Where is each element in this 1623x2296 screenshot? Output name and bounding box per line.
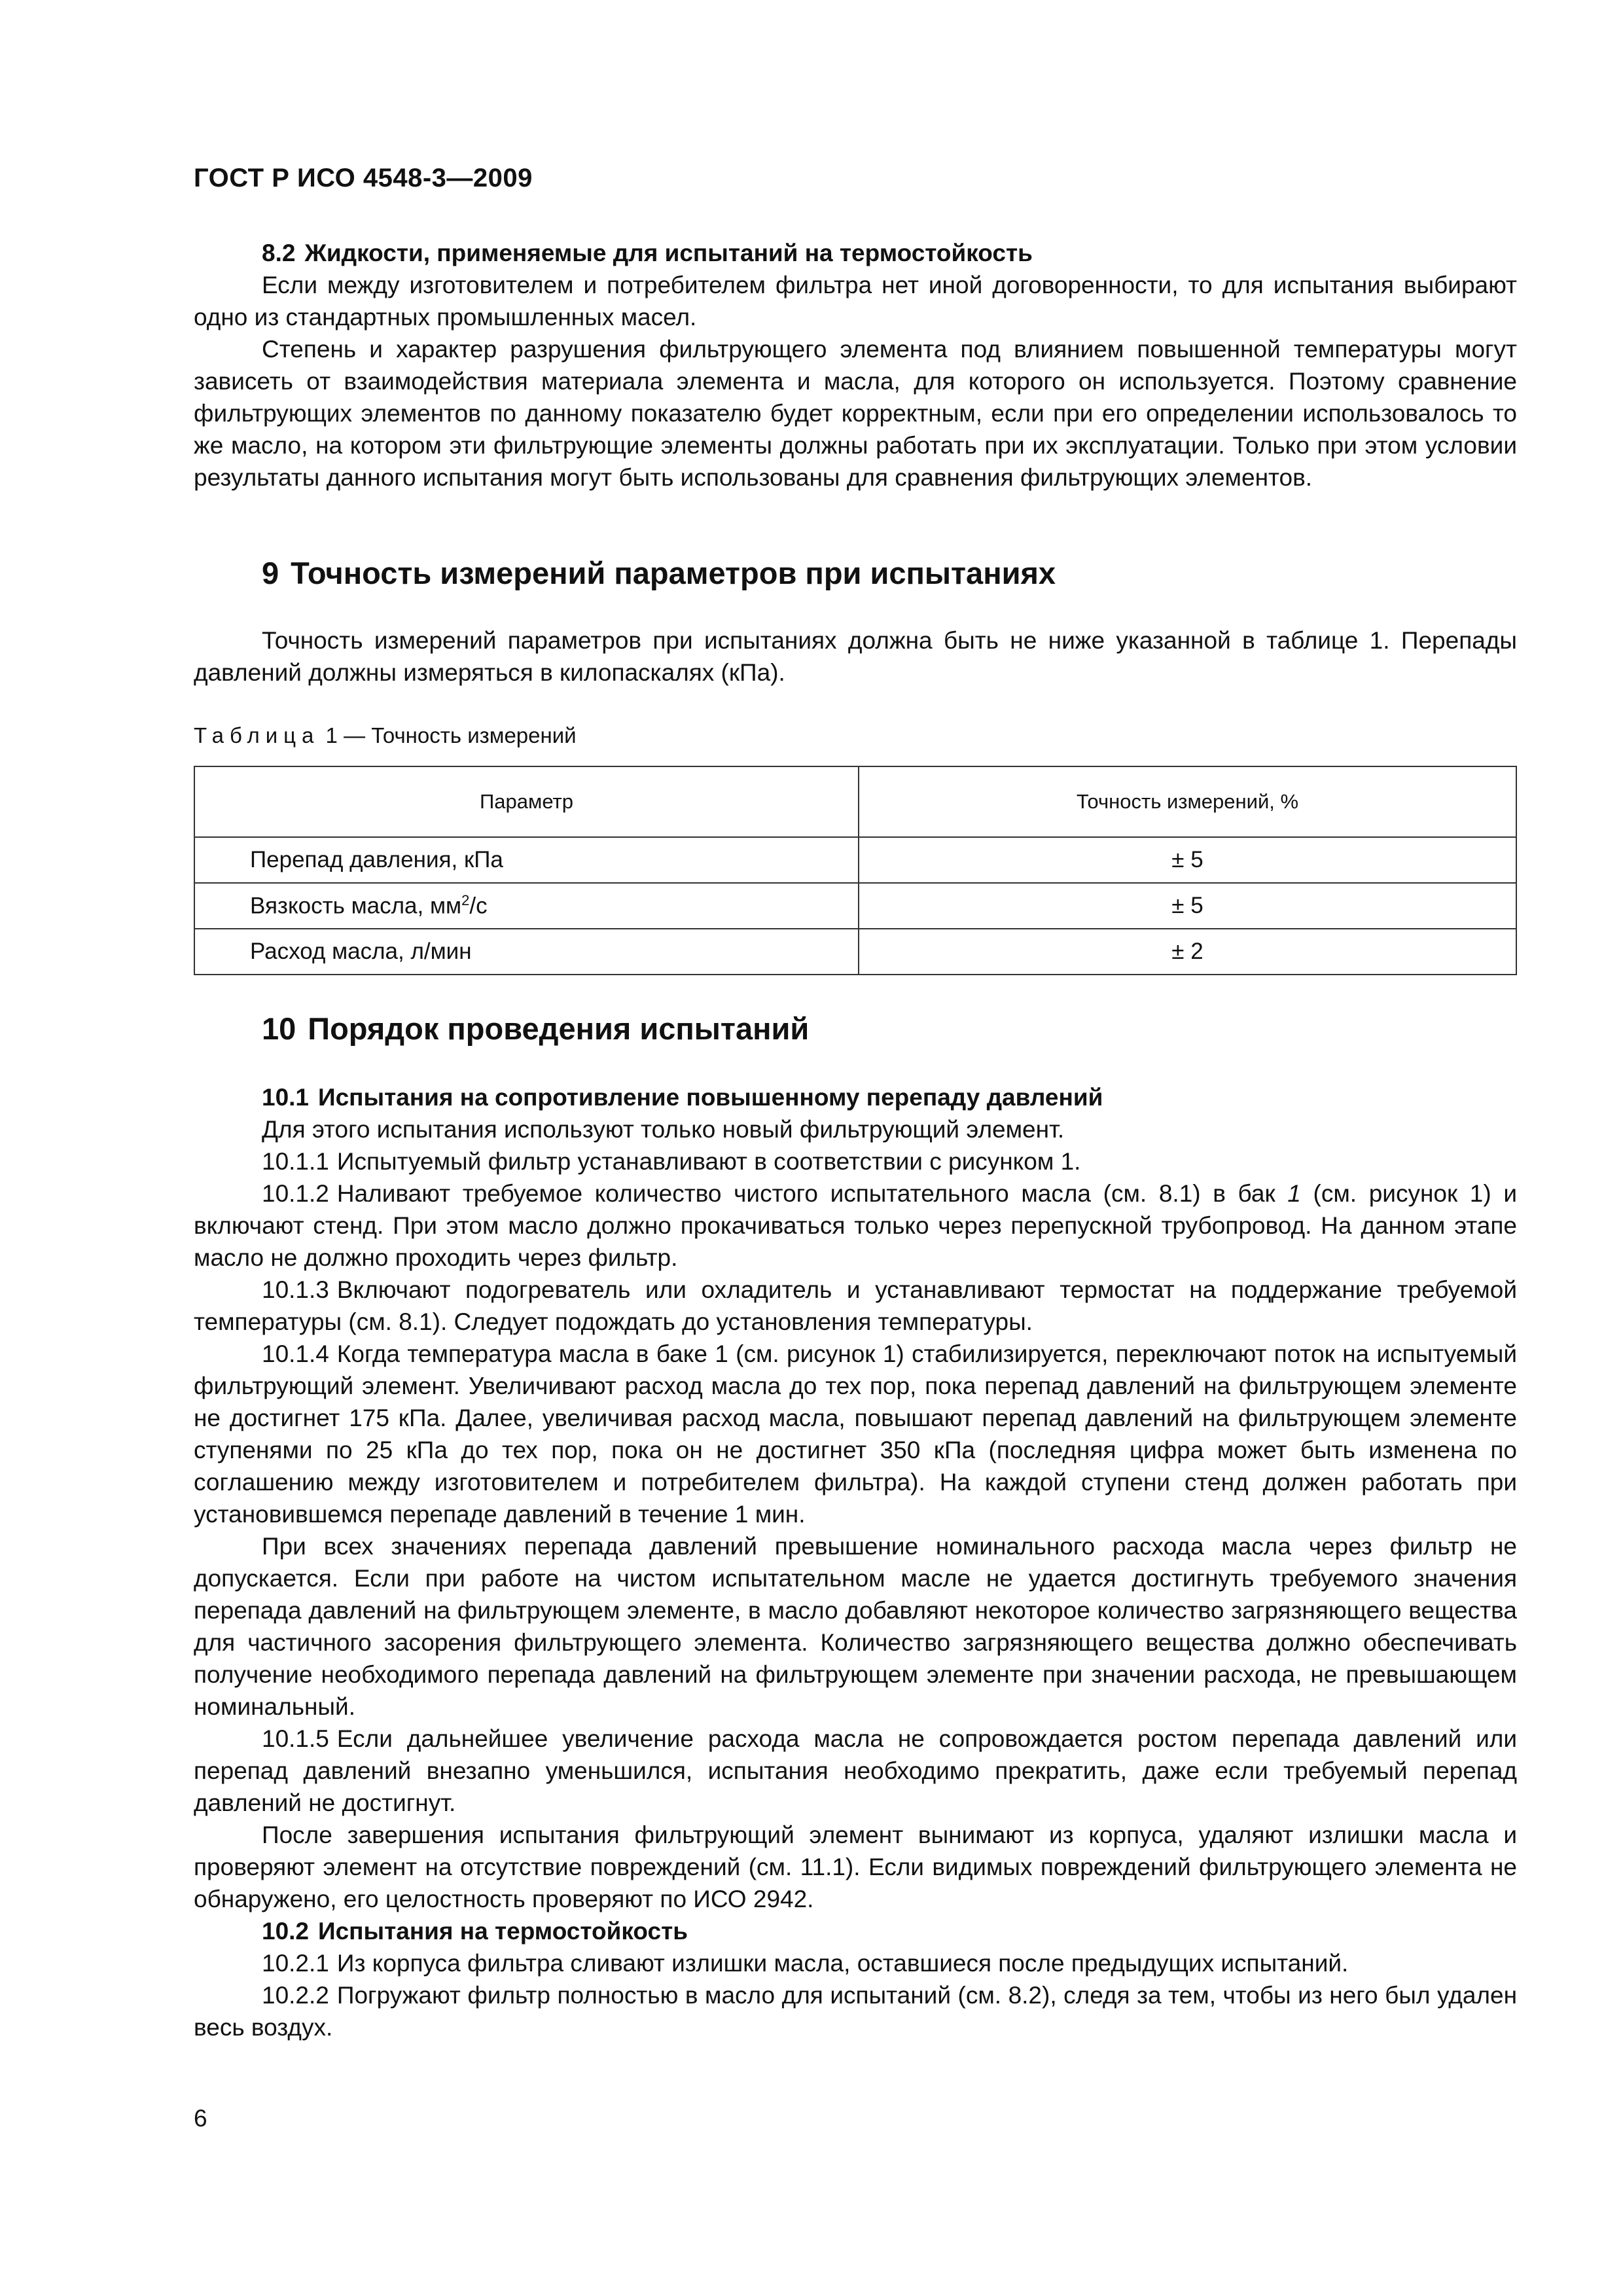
clause-10-1-1 (194, 1145, 1517, 1177)
clause-10-1-4 (194, 1338, 1517, 1530)
clause-number: 10.1.1 (262, 1148, 329, 1175)
clause-text: Испытуемый фильтр устанавливают в соответствии с рисунком 1. (336, 1148, 1081, 1175)
superscript: 2 (461, 892, 470, 909)
page-number: 6 (194, 2105, 207, 2132)
section-number: 9 (262, 556, 279, 590)
table-row (194, 883, 1516, 929)
subsection-heading-10-2 (194, 1915, 1517, 1947)
paragraph: Если между изготовителем и потребителем фильтра нет иной договоренности, то для испытания выбирают одно из стандартных промышленных масел. (194, 272, 1517, 331)
cell-parameter: Расход масла, л/мин (194, 929, 859, 975)
clause-10-1-5 (194, 1723, 1517, 1819)
clause-number: 10.2.2 (262, 1982, 329, 2009)
clause-text: Когда температура масла в баке 1 (см. рисунок 1) стабилизируется, переключают поток на испытуемый фильтрующий элемент. Увеличивают расход масла до тех пор, пока перепад давлений на фильтрующем элементе не достигнет 175 кПа. Далее, увеличивая расход масла, повышают перепад давлений на фильтрующем элементе ступенями по 25 кПа до тех пор, пока он не достигнет 350 кПа (последняя цифра может быть изменена по соглашению между изготовителем и потребителем фильтра). На каждой ступени стенд должен работать при установившемся перепаде давлений в течение 1 мин. (194, 1340, 1517, 1528)
cell-parameter-text: Вязкость масла, мм (250, 893, 462, 919)
paragraph: После завершения испытания фильтрующий элемент вынимают из корпуса, удаляют излишки масла и проверяют элемент на отсутствие повреждений (см. 11.1). Если видимых повреждений фильтрующего элемента не обнаружено, его целостность проверяют по ИСО 2942. (194, 1821, 1517, 1912)
section-8-2 (194, 237, 1517, 493)
column-header-parameter: Параметр (194, 766, 859, 837)
clause-text: Включают подогреватель или охладитель и устанавливают термостат на поддержание требуемой температуры (см. 8.1). Следует подождать до установления температуры. (194, 1276, 1517, 1335)
section-heading-9 (194, 554, 1056, 593)
tank-reference-number: 1 (1287, 1180, 1301, 1207)
table-caption-label: Таблица (194, 723, 320, 747)
cell-parameter (194, 883, 859, 929)
clause-10-2-2 (194, 1979, 1517, 2043)
section-title: Порядок проведения испытаний (308, 1011, 810, 1046)
table-header-row (194, 766, 1516, 837)
table-row (194, 837, 1516, 883)
clause-text: Погружают фильтр полностью в масло для испытаний (см. 8.2), следя за тем, чтобы из него был удален весь воздух. (194, 1982, 1517, 2041)
paragraph: Точность измерений параметров при испытаниях должна быть не ниже указанной в таблице 1. Перепады давлений должны измеряться в килопаскалях (кПа). (194, 627, 1517, 686)
subsection-number: 10.2 (262, 1918, 310, 1945)
clause-10-1-2 (194, 1177, 1517, 1274)
clause-number: 10.1.5 (262, 1725, 329, 1752)
subsection-number: 10.1 (262, 1084, 310, 1111)
column-header-accuracy: Точность измерений, % (859, 766, 1516, 837)
subsection-title: Испытания на сопротивление повышенному перепаду давлений (318, 1084, 1103, 1111)
paragraph: Степень и характер разрушения фильтрующего элемента под влиянием повышенной температуры могут зависеть от взаимодействия материала элемента и масла, для которого он используется. Поэтому сравнение фильтрующих элементов по данному показателю будет корректным, если при его определении использовалось то же масло, на котором эти фильтрующие элементы должны работать при их эксплуатации. Только при этом условии результаты данного испытания могут быть использованы для сравнения фильтрующих элементов. (194, 336, 1517, 491)
section-9-body (194, 624, 1517, 689)
clause-text: Наливают требуемое количество чистого испытательного масла (см. 8.1) в бак (336, 1180, 1288, 1207)
subsection-heading-8-2 (194, 237, 1517, 269)
cell-accuracy: ± 5 (859, 883, 1516, 929)
document-code-header: ГОСТ Р ИСО 4548-3—2009 (194, 164, 533, 192)
paragraph: При всех значениях перепада давлений превышение номинального расхода масла через фильтр не допускается. Если при работе на чистом испытательном масле не удается достигнуть требуемого значения перепада давлений на фильтрующем элементе, в масло добавляют некоторое количество загрязняющего вещества для частичного засорения фильтрующего элемента. Количество загрязняющего вещества должно обеспечивать получение необходимого перепада давлений на фильтрующем элементе при значении расхода, не превышающем номинальный. (194, 1533, 1517, 1720)
section-heading-10 (194, 1009, 809, 1049)
clause-text: Если дальнейшее увеличение расхода масла не сопровождается ростом перепада давлений или перепад давлений внезапно уменьшился, испытания необходимо прекратить, даже если требуемый перепад давлений не достигнут. (194, 1725, 1517, 1816)
clause-number: 10.1.2 (262, 1180, 329, 1207)
clause-number: 10.1.4 (262, 1340, 329, 1367)
clause-10-2-1 (194, 1947, 1517, 1979)
section-10-body (194, 1081, 1517, 2043)
paragraph: Для этого испытания используют только новый фильтрующий элемент. (262, 1116, 1065, 1143)
cell-accuracy: ± 2 (859, 929, 1516, 975)
subsection-title: Жидкости, применяемые для испытаний на термостойкость (304, 240, 1033, 266)
cell-parameter-unit: /с (469, 893, 488, 919)
clause-number: 10.2.1 (262, 1950, 329, 1977)
cell-parameter: Перепад давления, кПа (194, 837, 859, 883)
clause-text-continued: (см. рисунок 1) и включают стенд. При этом масло должно прокачиваться только через перепускной трубопровод. На данном этапе масло не должно проходить через фильтр. (194, 1180, 1517, 1271)
section-number: 10 (262, 1011, 296, 1046)
subsection-title: Испытания на термостойкость (318, 1918, 688, 1945)
clause-10-1-3 (194, 1274, 1517, 1338)
table-row (194, 929, 1516, 975)
cell-accuracy: ± 5 (859, 837, 1516, 883)
accuracy-table (194, 766, 1517, 975)
subsection-number: 8.2 (262, 240, 296, 266)
clause-number: 10.1.3 (262, 1276, 329, 1303)
subsection-heading-10-1 (194, 1081, 1517, 1113)
table-caption (194, 721, 577, 750)
table-caption-text: 1 — Точность измерений (319, 723, 577, 747)
clause-text: Из корпуса фильтра сливают излишки масла, оставшиеся после предыдущих испытаний. (336, 1950, 1349, 1977)
section-title: Точность измерений параметров при испытаниях (291, 556, 1056, 590)
